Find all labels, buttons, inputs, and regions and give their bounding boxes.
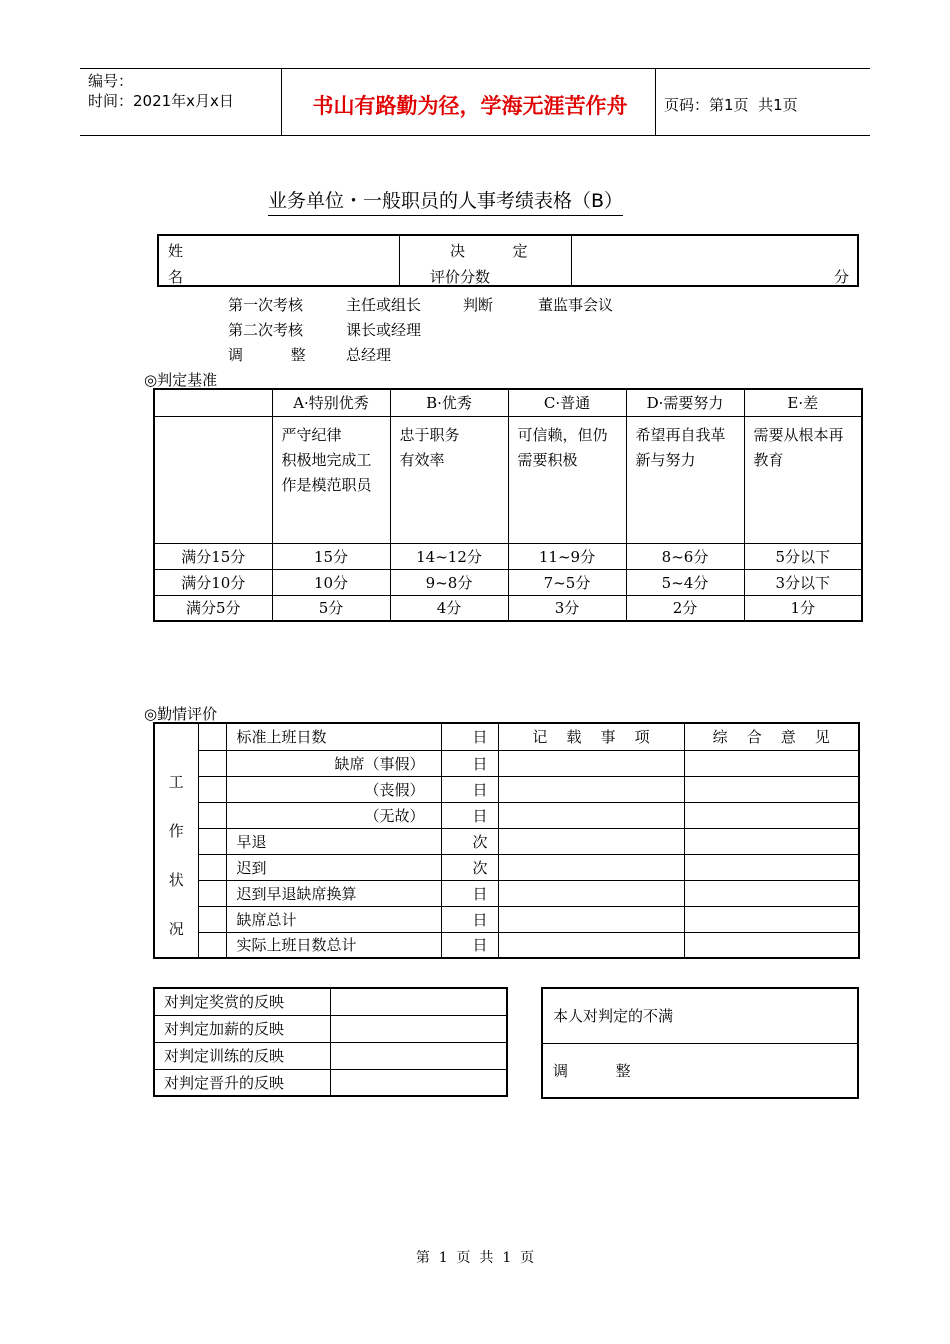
review-extra-board: 董监事会议: [538, 296, 614, 314]
header-top-rule: [80, 68, 870, 69]
attendance-marker-cell: [198, 932, 226, 958]
record-cell: [498, 906, 684, 932]
attendance-marker-cell: [198, 906, 226, 932]
side-char: 况: [168, 920, 184, 938]
score-row-5: [154, 595, 862, 621]
attendance-marker-cell: [198, 880, 226, 906]
attendance-unit: 日: [441, 750, 498, 776]
review-row-3: [228, 344, 728, 366]
name-cell: [158, 235, 400, 286]
opinion-cell: [684, 828, 859, 854]
score-cell: 2分: [626, 595, 744, 621]
attendance-marker-cell: [198, 828, 226, 854]
opinion-cell: [684, 932, 859, 958]
reflection-row: [154, 1015, 507, 1042]
header-divider-left: [281, 68, 282, 136]
score-label: 评价分数: [430, 268, 491, 286]
attendance-unit: 次: [441, 854, 498, 880]
attendance-row: [154, 880, 859, 906]
attendance-item: 缺席总计: [226, 906, 441, 932]
attendance-unit: 日: [441, 932, 498, 958]
attendance-item: 实际上班日数总计: [226, 932, 441, 958]
grade-d: D·需要努力: [626, 389, 744, 416]
reflection-value: [330, 988, 507, 1015]
opinion-cell: [684, 854, 859, 880]
record-cell: [498, 828, 684, 854]
review-label: 第一次考核: [228, 296, 304, 314]
score-row-label: 满分15分: [154, 543, 272, 569]
attendance-marker-cell: [198, 723, 226, 750]
record-cell: [498, 854, 684, 880]
adjust-label: 调 整: [542, 1043, 858, 1098]
criteria-section-title: ◎判定基准: [144, 371, 218, 389]
review-row-1: [228, 294, 728, 316]
attendance-item: 早退: [226, 828, 441, 854]
header-bottom-rule: [80, 135, 870, 136]
attendance-header-row: [154, 723, 859, 750]
dissatisfaction-row: [542, 988, 858, 1043]
description-b: 忠于职务 有效率: [390, 416, 508, 543]
score-cell: 5~4分: [626, 569, 744, 595]
attendance-marker-cell: [198, 750, 226, 776]
attendance-section-title: ◎勤情评价: [144, 705, 218, 723]
score-cell: 15分: [272, 543, 390, 569]
reflection-value: [330, 1042, 507, 1069]
opinion-cell: [684, 880, 859, 906]
score-cell: 8~6分: [626, 543, 744, 569]
score-cell: 4分: [390, 595, 508, 621]
score-cell: 5分: [272, 595, 390, 621]
side-char: 作: [168, 822, 184, 840]
score-cell: 3分: [508, 595, 626, 621]
score-cell: 3分以下: [744, 569, 862, 595]
attendance-item: 迟到早退缺席换算: [226, 880, 441, 906]
attendance-item: 迟到: [226, 854, 441, 880]
reflection-row: [154, 1042, 507, 1069]
score-row-15: [154, 543, 862, 569]
record-cell: [498, 802, 684, 828]
attendance-row: [154, 776, 859, 802]
attendance-row: [154, 802, 859, 828]
attendance-item: （无故）: [226, 802, 441, 828]
attendance-row: [154, 932, 859, 958]
opinion-cell: [684, 906, 859, 932]
reflection-value: [330, 1069, 507, 1096]
description-c: 可信赖，但仍需要积极: [508, 416, 626, 543]
opinion-cell: [684, 750, 859, 776]
description-a: 严守纪律 积极地完成工作是模范职员: [272, 416, 390, 543]
attendance-table: [153, 722, 860, 959]
attendance-unit: 日: [441, 906, 498, 932]
adjust-row: [542, 1043, 858, 1098]
attendance-item: （丧假）: [226, 776, 441, 802]
review-label: 调 整: [228, 346, 306, 364]
work-status-side-label: [154, 723, 198, 958]
reflection-label: 对判定训练的反映: [154, 1042, 330, 1069]
review-extra-judge: 判断: [463, 296, 494, 314]
header-motto: 书山有路勤为径，学海无涯苦作舟: [312, 94, 628, 118]
score-unit: 分: [833, 268, 849, 286]
dissatisfaction-table: [541, 987, 859, 1099]
score-value-cell: [572, 235, 859, 286]
description-e: 需要从根本再教育: [744, 416, 862, 543]
score-row-label: 满分5分: [154, 595, 272, 621]
attendance-unit: 日: [441, 776, 498, 802]
score-cell: 14~12分: [390, 543, 508, 569]
grade-b: B·优秀: [390, 389, 508, 416]
description-d: 希望再自我革新与努力: [626, 416, 744, 543]
reflection-row: [154, 1069, 507, 1096]
attendance-marker-cell: [198, 802, 226, 828]
reflection-table: [153, 987, 508, 1097]
record-cell: [498, 750, 684, 776]
review-by: 主任或组长: [346, 296, 422, 314]
side-char: 工: [168, 773, 184, 791]
attendance-row: [154, 750, 859, 776]
grade-e: E·差: [744, 389, 862, 416]
attendance-row: [154, 854, 859, 880]
standard-workdays-label: 标准上班日数: [226, 723, 441, 750]
record-cell: [498, 776, 684, 802]
name-label-top: 姓: [168, 242, 184, 260]
attendance-item: 缺席（事假）: [226, 750, 441, 776]
decide-score-cell: [400, 235, 572, 286]
page-title: 业务单位・一般职员的人事考绩表格（B）: [268, 186, 623, 216]
score-cell: 10分: [272, 569, 390, 595]
opinion-cell: [684, 802, 859, 828]
grade-a: A·特别优秀: [272, 389, 390, 416]
record-cell: [498, 880, 684, 906]
review-by: 课长或经理: [346, 321, 422, 339]
reflection-label: 对判定加薪的反映: [154, 1015, 330, 1042]
dissatisfaction-label: 本人对判定的不满: [542, 988, 858, 1043]
name-label-bottom: 名: [168, 268, 184, 286]
page-number-label: 页码：第1页 共1页: [664, 96, 798, 114]
document-time-label: 时间：2021年x月x日: [88, 92, 234, 110]
attendance-row: [154, 906, 859, 932]
reflection-label: 对判定奖赏的反映: [154, 988, 330, 1015]
attendance-marker-cell: [198, 854, 226, 880]
criteria-description-row: [154, 416, 862, 543]
criteria-header-row: [154, 389, 862, 416]
score-row-label: 满分10分: [154, 569, 272, 595]
score-cell: 5分以下: [744, 543, 862, 569]
side-char: 状: [168, 871, 184, 889]
criteria-table: [153, 388, 863, 622]
attendance-unit: 日: [441, 802, 498, 828]
review-label: 第二次考核: [228, 321, 304, 339]
name-score-table: [157, 234, 859, 287]
page-footer: 第 1 页 共 1 页: [415, 1250, 535, 1266]
attendance-unit: 日: [441, 880, 498, 906]
attendance-marker-cell: [198, 776, 226, 802]
score-cell: 11~9分: [508, 543, 626, 569]
review-by: 总经理: [346, 346, 392, 364]
attendance-unit: 次: [441, 828, 498, 854]
criteria-corner: [154, 389, 272, 416]
review-row-2: [228, 319, 728, 341]
reflection-label: 对判定晋升的反映: [154, 1069, 330, 1096]
attendance-row: [154, 828, 859, 854]
header-divider-right: [655, 68, 656, 136]
score-cell: 1分: [744, 595, 862, 621]
record-items-header: 记 载 事 项: [498, 723, 684, 750]
document-number-label: 编号：: [88, 72, 134, 90]
record-cell: [498, 932, 684, 958]
score-cell: 9~8分: [390, 569, 508, 595]
score-row-10: [154, 569, 862, 595]
grade-c: C·普通: [508, 389, 626, 416]
overall-opinion-header: 综 合 意 见: [684, 723, 859, 750]
reflection-row: [154, 988, 507, 1015]
attendance-unit: 日: [441, 723, 498, 750]
score-cell: 7~5分: [508, 569, 626, 595]
decide-label: 决 定: [450, 242, 528, 260]
description-corner: [154, 416, 272, 543]
opinion-cell: [684, 776, 859, 802]
reflection-value: [330, 1015, 507, 1042]
